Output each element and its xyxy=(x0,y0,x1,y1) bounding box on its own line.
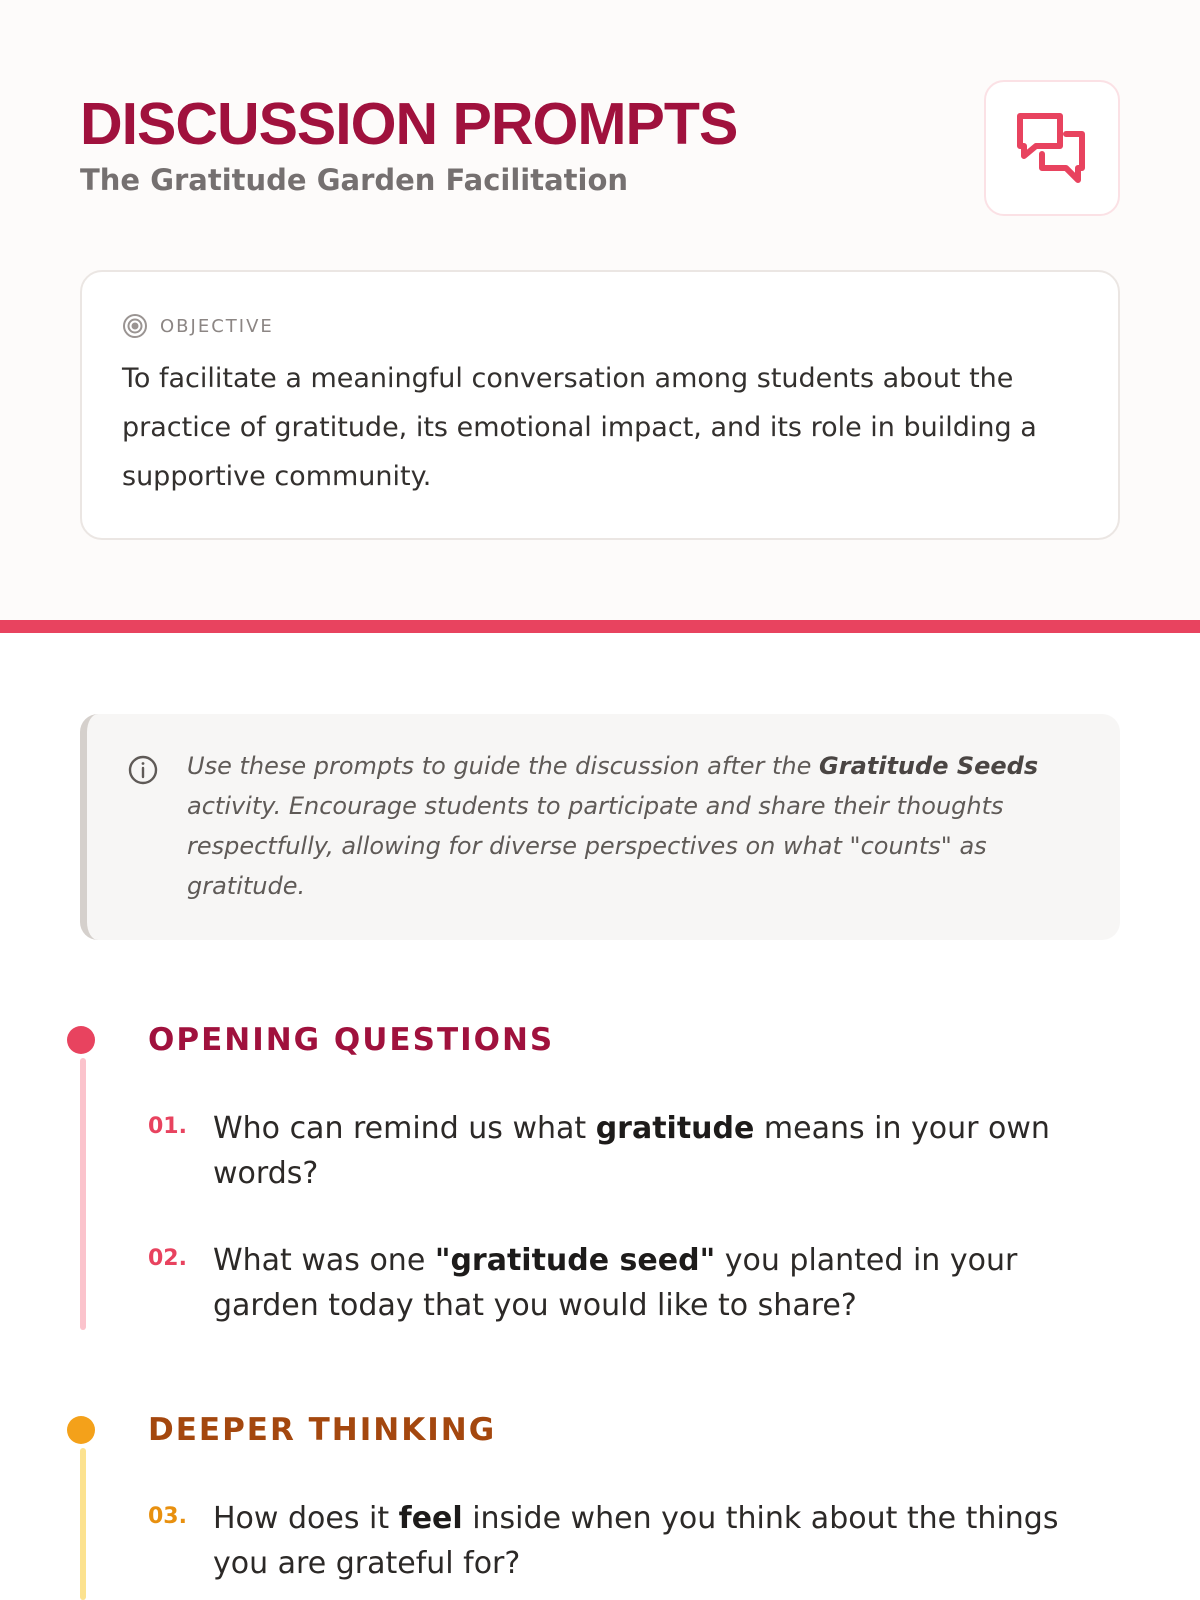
question-text-part: means in your own words? xyxy=(213,1111,1050,1191)
section-divider xyxy=(0,620,1200,633)
objective-card xyxy=(80,270,1120,540)
section-title: OPENING QUESTIONS xyxy=(148,1022,555,1058)
question-number: 02. xyxy=(148,1246,187,1271)
objective-label: OBJECTIVE xyxy=(160,315,274,337)
note-text xyxy=(187,746,1047,906)
page-title: DISCUSSION PROMPTS xyxy=(80,91,738,157)
section-marker-dot xyxy=(67,1026,95,1054)
question-text xyxy=(213,1496,1118,1586)
note-emphasis: Gratitude Seeds xyxy=(819,752,1039,780)
section-timeline-line xyxy=(80,1058,86,1330)
section-timeline-line xyxy=(80,1448,86,1600)
question-text xyxy=(213,1238,1118,1328)
question-keyword: gratitude xyxy=(595,1111,755,1146)
facilitator-note xyxy=(80,714,1120,940)
page-subtitle: The Gratitude Garden Facilitation xyxy=(80,163,629,197)
objective-header xyxy=(122,312,274,340)
section-title: DEEPER THINKING xyxy=(148,1412,497,1448)
target-icon xyxy=(122,313,148,339)
question-keyword: feel xyxy=(398,1501,463,1536)
objective-text: To facilitate a meaningful conversation among students about the practice of gratitude, its emotional impact, and its role in building a supportive community. xyxy=(122,363,1037,492)
section-marker-dot xyxy=(67,1416,95,1444)
question-keyword: "gratitude seed" xyxy=(434,1243,716,1278)
question-text xyxy=(213,1106,1118,1196)
question-text-part: Who can remind us what xyxy=(213,1111,596,1146)
question-number: 03. xyxy=(148,1504,187,1529)
question-number: 01. xyxy=(148,1114,187,1139)
chat-bubbles-icon xyxy=(1012,108,1092,188)
chat-badge xyxy=(984,80,1120,216)
note-suffix: activity. Encourage students to participate and share their thoughts respectfully, allowing for diverse perspectives on what "counts" as gratitude. xyxy=(187,792,1004,900)
info-icon xyxy=(127,754,159,786)
question-text-part: What was one xyxy=(213,1243,435,1278)
question-text-part: How does it xyxy=(213,1501,399,1536)
question-text-part: you planted in your garden today that you would like to share? xyxy=(213,1243,1018,1323)
note-prefix: Use these prompts to guide the discussion after the xyxy=(187,752,820,780)
question-text-part: inside when you think about the things you are grateful for? xyxy=(213,1501,1059,1581)
